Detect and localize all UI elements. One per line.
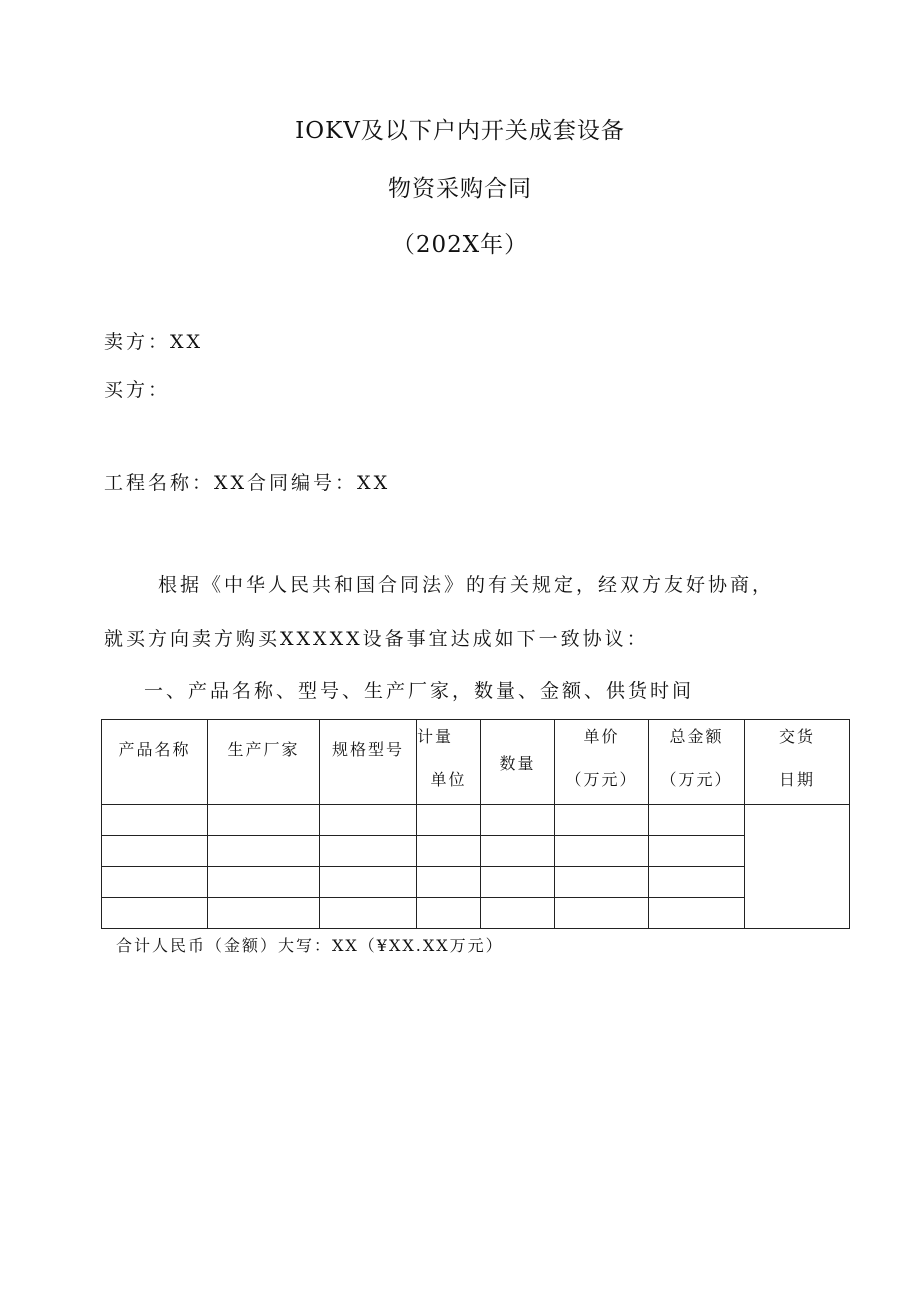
delivery-date-cell: [745, 805, 850, 929]
contract-title-line1: IOKV及以下户内开关成套设备: [295, 118, 625, 144]
table-cell: [208, 867, 320, 898]
table-cell: [555, 898, 649, 929]
table-cell: [417, 836, 481, 867]
table-cell: [102, 867, 208, 898]
preamble-line1: 根据《中华人民共和国合同法》的有关规定，经双方友好协商，: [158, 574, 775, 596]
table-cell: [555, 836, 649, 867]
table-cell: [649, 867, 745, 898]
table-cell: [102, 805, 208, 836]
contract-title-line2: 物资采购合同: [388, 176, 532, 202]
table-cell: [481, 867, 555, 898]
table-cell: [417, 867, 481, 898]
header-quantity: 数量: [481, 720, 555, 805]
table-cell: [417, 898, 481, 929]
table-cell: [481, 898, 555, 929]
table-cell: [208, 805, 320, 836]
header-manufacturer: 生产厂家: [208, 720, 320, 805]
table-cell: [481, 805, 555, 836]
table-cell: [320, 836, 417, 867]
table-cell: [208, 836, 320, 867]
table-row: [102, 836, 850, 867]
table-cell: [555, 867, 649, 898]
seller-line: 卖方：XX: [104, 331, 204, 353]
table-row: [102, 898, 850, 929]
table-cell: [320, 867, 417, 898]
table-row: [102, 805, 850, 836]
header-model: 规格型号: [320, 720, 417, 805]
project-info-line: 工程名称：XX合同编号：XX: [104, 472, 391, 494]
table-cell: [649, 836, 745, 867]
header-unit: 计量 单位: [417, 720, 481, 805]
header-delivery-date: 交货 日期: [745, 720, 850, 805]
table-row: [102, 867, 850, 898]
table-cell: [320, 898, 417, 929]
table-cell: [649, 898, 745, 929]
preamble-line2: 就买方向卖方购买XXXXX设备事宜达成如下一致协议：: [104, 628, 649, 650]
table-cell: [417, 805, 481, 836]
table-cell: [649, 805, 745, 836]
product-table: [101, 719, 850, 929]
table-cell: [481, 836, 555, 867]
buyer-line: 买方：: [104, 379, 171, 401]
table-cell: [102, 898, 208, 929]
table-cell: [320, 805, 417, 836]
header-unit-price: 单价 （万元）: [555, 720, 649, 805]
contract-year: （202X年）: [391, 232, 529, 258]
table-cell: [208, 898, 320, 929]
total-amount-line: 合计人民币（金额）大写：XX（¥XX.XX万元）: [116, 936, 504, 955]
header-total-amount: 总金额 （万元）: [649, 720, 745, 805]
table-cell: [555, 805, 649, 836]
table-header-row: [102, 720, 850, 805]
section1-heading: 一、产品名称、型号、生产厂家，数量、金额、供货时间: [144, 680, 695, 702]
header-product-name: 产品名称: [102, 720, 208, 805]
table-cell: [102, 836, 208, 867]
